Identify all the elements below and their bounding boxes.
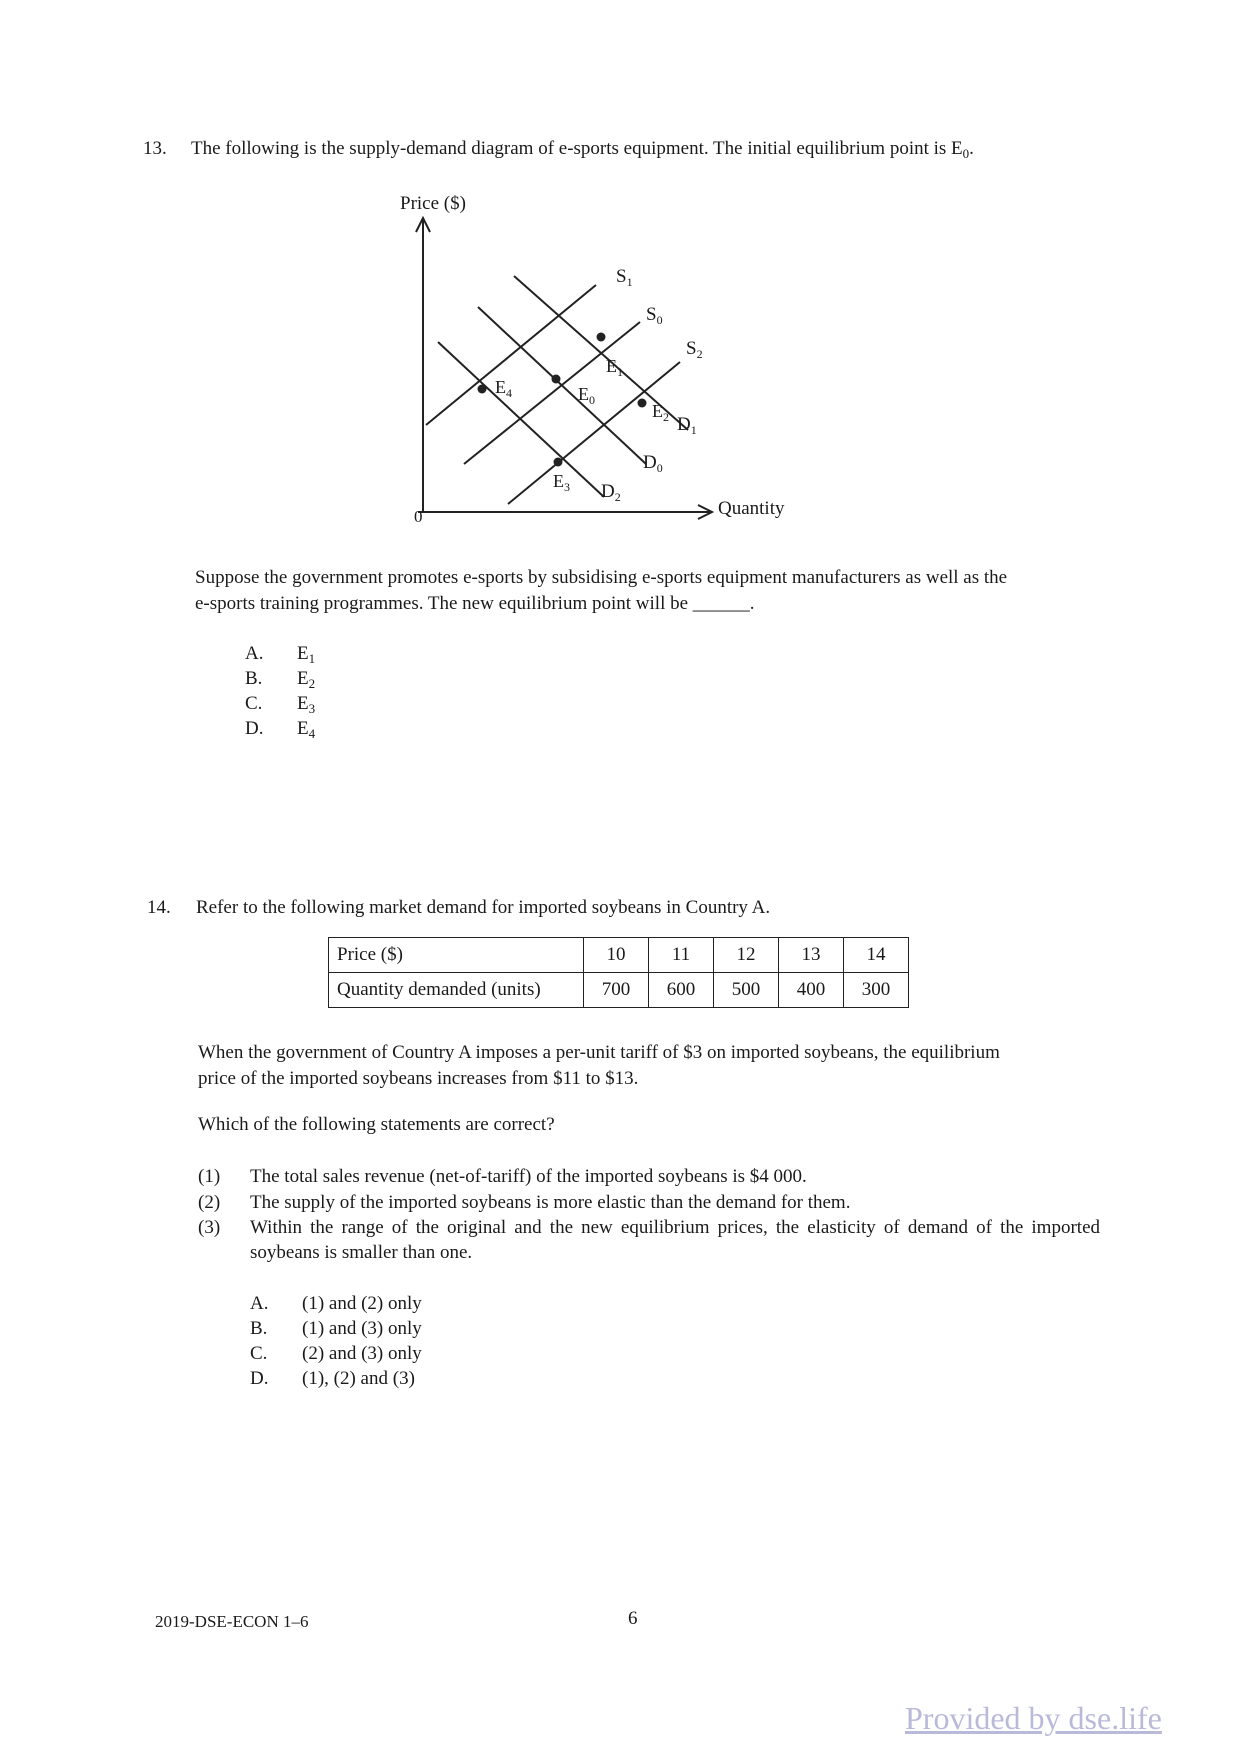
x-axis-label: Quantity bbox=[718, 498, 785, 519]
statement-1-text: The total sales revenue (net-of-tariff) of the imported soybeans is $4 000. bbox=[250, 1166, 807, 1187]
q13-option-d-text: E bbox=[297, 718, 309, 739]
question-14-which: Which of the following statements are correct? bbox=[198, 1114, 555, 1135]
table-cell: Price ($) bbox=[329, 938, 584, 973]
statement-2 bbox=[198, 1191, 1108, 1217]
question-14-para-line-1: When the government of Country A imposes a per-unit tariff of $3 on imported soybeans, the equilibrium bbox=[198, 1042, 1000, 1063]
label-s0: $S_0$ bbox=[646, 304, 663, 327]
q14-option-c-text: (2) and (3) only bbox=[302, 1343, 422, 1364]
statement-2-number: (2) bbox=[198, 1192, 221, 1213]
demand-table bbox=[328, 937, 909, 1008]
question-13-line-2: e-sports training programmes. The new equilibrium point will be ______. bbox=[195, 593, 755, 614]
statement-3-number: (3) bbox=[198, 1217, 221, 1238]
label-e4: $E_4$ bbox=[495, 377, 512, 400]
label-e0: $E_0$ bbox=[578, 384, 595, 407]
q13-option-b-letter: B. bbox=[245, 668, 263, 689]
supply-curve-s2 bbox=[508, 362, 680, 504]
point-e4 bbox=[478, 385, 487, 394]
table-cell: 400 bbox=[779, 973, 844, 1008]
table-cell: 300 bbox=[844, 973, 909, 1008]
table-cell: 12 bbox=[714, 938, 779, 973]
label-e3: $E_3$ bbox=[553, 471, 570, 494]
q13-option-b-text: E bbox=[297, 668, 309, 689]
table-cell: 600 bbox=[649, 973, 714, 1008]
q13-option-a-text: E bbox=[297, 643, 309, 664]
q13-option-a-letter: A. bbox=[245, 643, 264, 664]
q13-option-c-text: E bbox=[297, 693, 309, 714]
q14-option-b-letter: B. bbox=[250, 1318, 268, 1339]
point-e0 bbox=[552, 375, 561, 384]
q13-option-d-sub: 4 bbox=[308, 726, 316, 741]
table-cell: 700 bbox=[584, 973, 649, 1008]
origin-label: 0 bbox=[414, 507, 423, 526]
question-13-stem bbox=[191, 136, 974, 163]
table-cell: 500 bbox=[714, 973, 779, 1008]
question-14-number: 14. bbox=[147, 897, 171, 918]
q13-option-d bbox=[245, 718, 315, 742]
q14-option-a bbox=[250, 1293, 422, 1315]
supply-demand-diagram bbox=[380, 190, 820, 540]
exam-code: 2019-DSE-ECON 1–6 bbox=[155, 1612, 309, 1631]
question-14-stem: Refer to the following market demand for imported soybeans in Country A. bbox=[196, 897, 771, 918]
table-cell: Quantity demanded (units) bbox=[329, 973, 584, 1008]
q13-option-a bbox=[245, 643, 315, 667]
label-d1: $D_1$ bbox=[677, 414, 697, 437]
label-s1: $S_1$ bbox=[616, 266, 633, 289]
supply-curve-s0 bbox=[464, 322, 640, 464]
page-number: 6 bbox=[628, 1608, 638, 1629]
q14-option-c bbox=[250, 1343, 422, 1365]
q14-option-b-text: (1) and (3) only bbox=[302, 1318, 422, 1339]
q14-option-d-letter: D. bbox=[250, 1368, 269, 1389]
q13-option-c-sub: 3 bbox=[308, 701, 316, 716]
label-d0: $D_0$ bbox=[643, 452, 663, 475]
q14-option-c-letter: C. bbox=[250, 1343, 268, 1364]
question-13-number: 13. bbox=[143, 138, 167, 159]
y-axis-label: Price ($) bbox=[400, 193, 466, 214]
point-e3 bbox=[554, 458, 563, 467]
question-13-stem-end: . bbox=[969, 138, 974, 159]
label-d2: $D_2$ bbox=[601, 481, 621, 504]
question-14-para-line-2: price of the imported soybeans increases from $11 to $13. bbox=[198, 1068, 639, 1089]
q14-option-b bbox=[250, 1318, 422, 1340]
table-cell: 10 bbox=[584, 938, 649, 973]
q14-option-d-text: (1), (2) and (3) bbox=[302, 1368, 415, 1389]
table-cell: 11 bbox=[649, 938, 714, 973]
point-e1 bbox=[597, 333, 606, 342]
statement-3-text: Within the range of the original and the new equilibrium prices, the elasticity of demand of the imported soybeans is smaller than one. bbox=[250, 1217, 1100, 1263]
label-e1: $E_1$ bbox=[606, 356, 623, 379]
q13-option-d-letter: D. bbox=[245, 718, 264, 739]
label-s2: $S_2$ bbox=[686, 338, 703, 361]
question-13-stem-subscript: 0 bbox=[962, 146, 970, 161]
q13-option-b-sub: 2 bbox=[308, 676, 316, 691]
q13-option-c bbox=[245, 693, 315, 717]
statement-2-text: The supply of the imported soybeans is more elastic than the demand for them. bbox=[250, 1192, 851, 1213]
statement-3 bbox=[198, 1216, 1108, 1272]
table-cell: 14 bbox=[844, 938, 909, 973]
q14-option-a-text: (1) and (2) only bbox=[302, 1293, 422, 1314]
statement-1-number: (1) bbox=[198, 1166, 221, 1187]
q14-option-a-letter: A. bbox=[250, 1293, 269, 1314]
question-13-stem-text: The following is the supply-demand diagram of e-sports equipment. The initial equilibrium point is E bbox=[191, 138, 963, 159]
point-e2 bbox=[638, 399, 647, 408]
provided-by-link[interactable]: Provided by dse.life bbox=[905, 1700, 1162, 1736]
demand-curve-d2 bbox=[438, 342, 604, 497]
q14-option-d bbox=[250, 1368, 415, 1390]
table-cell: 13 bbox=[779, 938, 844, 973]
q13-option-b bbox=[245, 668, 315, 692]
label-e2: $E_2$ bbox=[652, 401, 669, 424]
q13-option-a-sub: 1 bbox=[308, 651, 316, 666]
table-row-quantity bbox=[329, 973, 909, 1008]
statement-1 bbox=[198, 1165, 1108, 1191]
q13-option-c-letter: C. bbox=[245, 693, 263, 714]
question-13-line-1: Suppose the government promotes e-sports by subsidising e-sports equipment manufacturers as well as the bbox=[195, 567, 1008, 588]
table-row-price bbox=[329, 938, 909, 973]
